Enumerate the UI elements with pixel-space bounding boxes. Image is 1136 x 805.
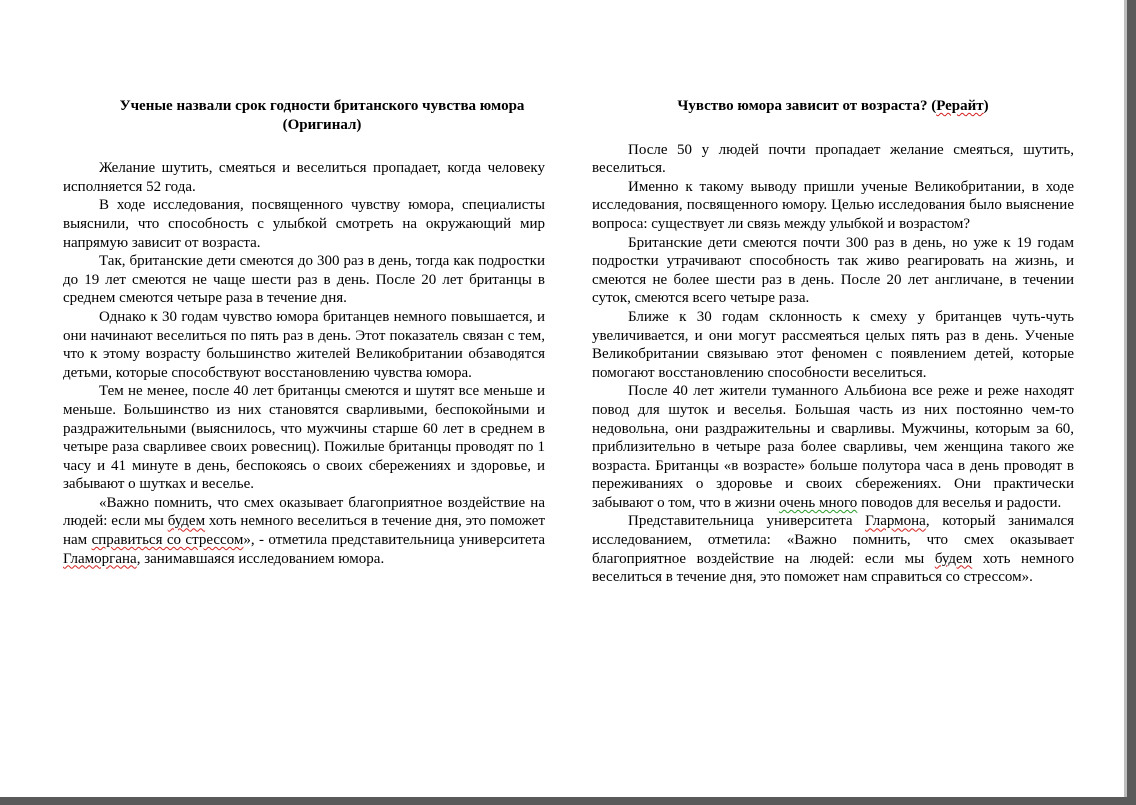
original-title-line2: (Оригинал) [282,116,362,133]
original-paragraph-5: Тем не менее, после 40 лет британцы смеются и шутят все меньше и меньше. Большинство из них становятся сварливыми, беспокойными и раздражительными (выяснилось, что мужчины старше 60 лет в среднем в четыре раза сварливее своих ровесниц). Пожилые британцы проводят по 1 часу и 41 минуте в день, беспокоясь о своих сбережениях и здоровье, и забывают о шутках и веселье. [63,383,545,493]
text-run: хоть немного веселиться в течение дня, это поможет нам справиться со стрессом». [592,550,1074,586]
text-run: поводов для веселья и радости. [857,494,1062,511]
original-paragraph-3: Так, британские дети смеются до 300 раз в день, тогда как подростки до 19 лет смеются не чаще шести раз в день. После 20 лет британцы в среднем смеются четыре раза в течение дня. [63,253,545,307]
original-paragraph-2: В ходе исследования, посвященного чувству юмора, специалисты выяснили, что способность с улыбкой смотреть на окружающий мир напрямую зависит от возраста. [63,197,545,251]
spellcheck-marked-phrase: справиться со стрессом [91,532,244,549]
spellcheck-marked-word: будем [934,550,973,567]
rewrite-paragraph-4: Ближе к 30 годам склонность к смеху у британцев чуть-чуть увеличивается, и они могут рассмеяться целых пять раз в день. Ученые Великобритании связываю этот феномен с появлением детей, которые помогают восстановлению способности веселиться. [592,308,1074,381]
original-title [63,97,545,134]
spellcheck-marked-word: будем [167,513,206,530]
original-title-line1: Ученые назвали срок годности британского чувства юмора [119,98,525,114]
text-run: хоть немного веселиться в течение дня, это поможет нам [63,513,546,549]
text-run: , занимавшаяся исследованием юмора. [136,550,385,567]
rewrite-column [592,97,1074,587]
rewrite-paragraph-5 [592,382,1074,512]
rewrite-paragraph-2: Именно к такому выводу пришли ученые Великобритании, в ходе исследования, посвященного юмору. Целью исследования было выяснение вопроса: существует ли связь между улыбкой и возрастом? [592,178,1074,232]
page-shadow-right [1127,0,1136,805]
rewrite-title-end: ) [983,98,989,114]
text-run: Представительница университета [628,513,866,530]
text-run: После 40 лет жители туманного Альбиона все реже и реже находят повод для шуток и веселья. Большая часть из них постоянно чем-то недовольна, они раздражительны и сварливы. Мужчины, которым за 60, приблизительно в четыре раза более сварливы, чем женщина такого же возраста. Британцы «в возрасте» больше полутора часа в день проводят в переживаниях о здоровье и своих сбережениях. Они практически забывают о том, что в жизни [592,383,1074,511]
rewrite-paragraph-1: После 50 у людей почти пропадает желание смеяться, шутить, веселиться. [592,141,1074,177]
text-run: «Важно помнить, что смех оказывает благоприятное воздействие на людей: если мы [63,494,545,530]
rewrite-title-main: Чувство юмора зависит от возраста? ( [677,98,937,114]
page-shadow-bottom [0,797,1136,805]
original-paragraph-6 [63,494,545,568]
spellcheck-marked-word: Гламоргана [63,550,137,567]
text-run: », - отметила представительница университета [243,532,546,549]
original-paragraph-4: Однако к 30 годам чувство юмора британцев немного повышается, и они начинают веселиться по пять раз в день. Этот показатель связан с тем, что к этому возрасту большинство жителей Великобритании обзаводятся детьми, которые способствуют восстановлению чувства юмора. [63,308,545,381]
spellcheck-marked-word: Рерайт [936,98,984,114]
text-run: , который занимался исследованием, отметила: «Важно помнить, что смех оказывает благоприятное воздействие на людей: если мы [592,513,1075,567]
spellcheck-marked-word: Глармона [865,513,926,530]
rewrite-paragraph-6 [592,512,1074,586]
grammar-marked-phrase: очень много [779,494,858,511]
original-column [63,97,545,568]
rewrite-paragraph-3: Британские дети смеются почти 300 раз в день, но уже к 19 годам подростки утрачивают способность так живо реагировать на жизнь, и смеются не более шести раз в день. После 20 лет англичане, в течении суток, смеются всего четыре раза. [592,234,1074,307]
original-paragraph-1: Желание шутить, смеяться и веселиться пропадает, когда человеку исполняется 52 года. [63,160,545,195]
rewrite-title [592,97,1074,116]
